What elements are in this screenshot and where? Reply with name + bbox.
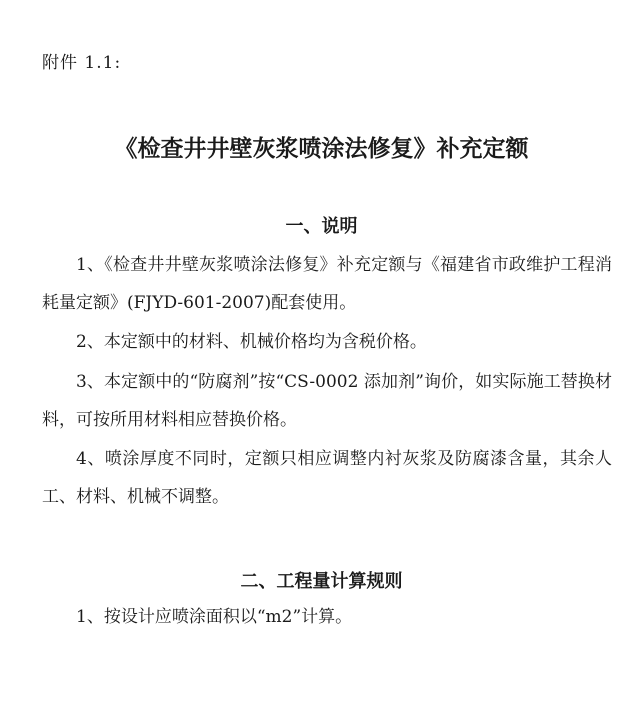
- explanation-paragraph-3: 3、本定额中的“防腐剂”按“CS-0002 添加剂”询价，如实际施工替换材料，可按所用材料相应替换价格。: [42, 372, 612, 430]
- explanation-paragraph-1: 1、《检查井井壁灰浆喷涂法修复》补充定额与《福建省市政维护工程消耗量定额》(FJYD-601-2007)配套使用。: [42, 255, 612, 313]
- attachment-label: 附件 1.1:: [42, 53, 122, 73]
- explanation-paragraph-4: 4、喷涂厚度不同时，定额只相应调整内衬灰浆及防腐漆含量，其余人工、材料、机械不调整。: [42, 449, 612, 507]
- section-heading-calculation-rules: 二、工程量计算规则: [240, 571, 403, 592]
- calculation-rule-paragraph-1: 1、按设计应喷涂面积以“m2”计算。: [76, 607, 353, 627]
- explanation-paragraph-2: 2、本定额中的材料、机械价格均为含税价格。: [76, 332, 427, 352]
- section-heading-explanation: 一、说明: [285, 216, 358, 237]
- document-title: 《检查井井壁灰浆喷涂法修复》补充定额: [114, 136, 529, 162]
